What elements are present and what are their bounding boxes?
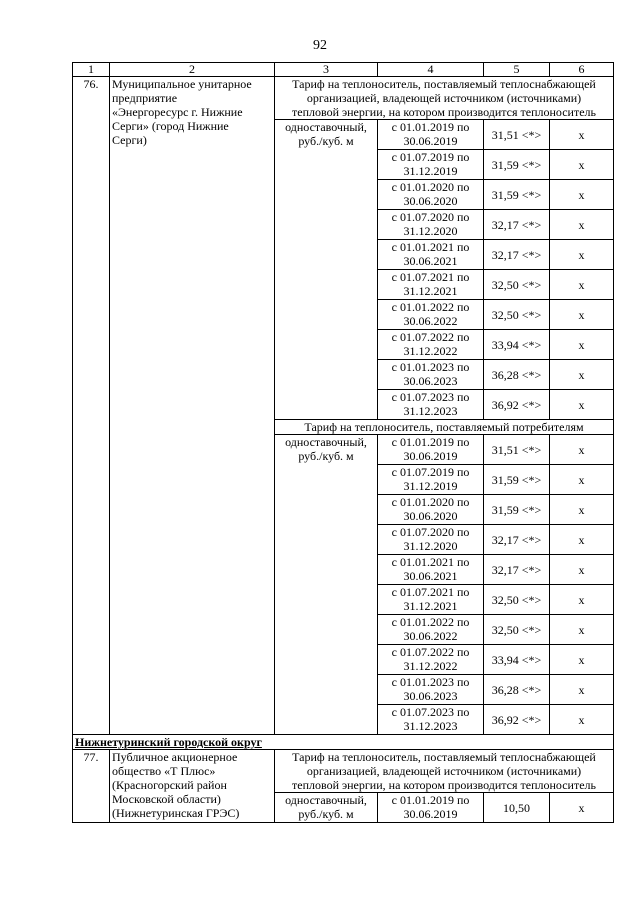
period-start: с 01.01.2022 по (391, 300, 470, 314)
period-cell (378, 555, 484, 585)
period-cell (378, 180, 484, 210)
column-header: 5 (484, 63, 550, 77)
tariff-value: 32,17 <*> (484, 555, 550, 585)
column-6-mark: х (550, 180, 614, 210)
table-row (73, 750, 614, 793)
unit-line: руб./куб. м (298, 449, 354, 463)
period-cell (378, 705, 484, 735)
period-cell (378, 300, 484, 330)
period-end: 31.12.2021 (403, 284, 458, 298)
column-header: 2 (110, 63, 275, 77)
period-start: с 01.07.2023 по (391, 390, 470, 404)
period-cell (378, 585, 484, 615)
unit-line: одноставочный, (285, 435, 367, 449)
tariff-table (72, 62, 614, 823)
column-6-mark: х (550, 270, 614, 300)
column-6-mark: х (550, 645, 614, 675)
period-cell (378, 435, 484, 465)
tariff-value: 32,50 <*> (484, 300, 550, 330)
column-6-mark: х (550, 465, 614, 495)
tariff-value: 31,51 <*> (484, 435, 550, 465)
period-start: с 01.01.2020 по (391, 495, 470, 509)
organization-name-line: Серги» (город Нижние (112, 119, 229, 133)
period-cell (378, 465, 484, 495)
period-end: 31.12.2020 (403, 224, 458, 238)
tariff-value: 10,50 (484, 793, 550, 823)
column-6-mark: х (550, 300, 614, 330)
tariff-type-line: организацией, владеющей источником (источниками) (306, 91, 582, 105)
tariff-value: 31,59 <*> (484, 150, 550, 180)
period-start: с 01.07.2020 по (391, 525, 470, 539)
period-end: 30.06.2020 (403, 509, 458, 523)
unit-line: одноставочный, (285, 793, 367, 807)
organization-name-line: (Нижнетуринская ГРЭС) (112, 806, 240, 820)
tariff-value: 32,17 <*> (484, 210, 550, 240)
period-start: с 01.01.2020 по (391, 180, 470, 194)
column-6-mark: х (550, 360, 614, 390)
column-6-mark: х (550, 435, 614, 465)
tariff-type-heading (275, 77, 614, 120)
tariff-value: 36,28 <*> (484, 675, 550, 705)
unit-line: одноставочный, (285, 120, 367, 134)
period-cell (378, 495, 484, 525)
period-cell (378, 360, 484, 390)
period-start: с 01.07.2022 по (391, 645, 470, 659)
organization-name (110, 77, 275, 735)
unit-cell (275, 120, 378, 420)
period-cell (378, 270, 484, 300)
period-cell (378, 525, 484, 555)
period-start: с 01.07.2021 по (391, 270, 470, 284)
period-end: 30.06.2022 (403, 314, 458, 328)
section-heading: Нижнетуринский городской округ (73, 735, 614, 750)
period-cell (378, 210, 484, 240)
period-start: с 01.01.2019 по (391, 435, 470, 449)
tariff-value: 32,17 <*> (484, 525, 550, 555)
period-end: 31.12.2019 (403, 479, 458, 493)
tariff-value: 32,50 <*> (484, 585, 550, 615)
period-end: 30.06.2019 (403, 134, 458, 148)
column-6-mark: х (550, 585, 614, 615)
tariff-type-line: организацией, владеющей источником (источниками) (306, 764, 582, 778)
tariff-type-heading (275, 750, 614, 793)
period-end: 30.06.2023 (403, 374, 458, 388)
organization-name-line: Публичное акционерное (112, 750, 238, 764)
column-6-mark: х (550, 525, 614, 555)
period-start: с 01.07.2019 по (391, 150, 470, 164)
period-start: с 01.07.2019 по (391, 465, 470, 479)
period-cell (378, 390, 484, 420)
period-cell (378, 330, 484, 360)
period-start: с 01.07.2022 по (391, 330, 470, 344)
column-6-mark: х (550, 390, 614, 420)
period-start: с 01.01.2022 по (391, 615, 470, 629)
period-cell (378, 150, 484, 180)
table-row (73, 77, 614, 120)
tariff-value: 32,50 <*> (484, 615, 550, 645)
period-end: 31.12.2020 (403, 539, 458, 553)
column-6-mark: х (550, 555, 614, 585)
period-start: с 01.07.2023 по (391, 705, 470, 719)
period-end: 30.06.2019 (403, 807, 458, 821)
period-end: 30.06.2019 (403, 449, 458, 463)
tariff-type-line: Тариф на теплоноситель, поставляемый теплоснабжающей (292, 750, 596, 764)
organization-name-line: Муниципальное унитарное (112, 77, 252, 91)
period-start: с 01.07.2021 по (391, 585, 470, 599)
unit-cell (275, 793, 378, 823)
column-6-mark: х (550, 150, 614, 180)
period-cell (378, 645, 484, 675)
period-end: 30.06.2022 (403, 629, 458, 643)
period-cell (378, 793, 484, 823)
period-end: 31.12.2023 (403, 404, 458, 418)
unit-line: руб./куб. м (298, 807, 354, 821)
period-cell (378, 675, 484, 705)
column-6-mark: х (550, 210, 614, 240)
organization-name-line: Московской области) (112, 792, 221, 806)
column-header: 1 (73, 63, 110, 77)
organization-name-line: (Красногорский район (112, 778, 227, 792)
period-end: 31.12.2022 (403, 344, 458, 358)
column-header-row (73, 63, 614, 77)
period-start: с 01.01.2019 по (391, 793, 470, 807)
tariff-value: 32,17 <*> (484, 240, 550, 270)
tariff-value: 36,92 <*> (484, 705, 550, 735)
column-header: 4 (378, 63, 484, 77)
tariff-value: 33,94 <*> (484, 330, 550, 360)
period-start: с 01.07.2020 по (391, 210, 470, 224)
column-header: 3 (275, 63, 378, 77)
page-number: 92 (313, 38, 327, 53)
period-end: 31.12.2021 (403, 599, 458, 613)
row-number: 76. (73, 77, 110, 735)
period-end: 30.06.2021 (403, 569, 458, 583)
period-cell (378, 120, 484, 150)
tariff-value: 31,51 <*> (484, 120, 550, 150)
column-6-mark: х (550, 330, 614, 360)
tariff-type-line: Тариф на теплоноситель, поставляемый теплоснабжающей (292, 77, 596, 91)
tariff-type-heading: Тариф на теплоноситель, поставляемый потребителям (275, 420, 614, 435)
unit-cell (275, 435, 378, 735)
tariff-value: 31,59 <*> (484, 465, 550, 495)
period-end: 30.06.2020 (403, 194, 458, 208)
period-start: с 01.01.2023 по (391, 675, 470, 689)
period-end: 30.06.2023 (403, 689, 458, 703)
period-end: 31.12.2022 (403, 659, 458, 673)
period-end: 30.06.2021 (403, 254, 458, 268)
tariff-value: 31,59 <*> (484, 495, 550, 525)
period-end: 31.12.2019 (403, 164, 458, 178)
period-end: 31.12.2023 (403, 719, 458, 733)
organization-name-line: общество «Т Плюс» (112, 764, 216, 778)
period-cell (378, 240, 484, 270)
column-6-mark: х (550, 675, 614, 705)
tariff-value: 36,92 <*> (484, 390, 550, 420)
tariff-value: 33,94 <*> (484, 645, 550, 675)
period-start: с 01.01.2019 по (391, 120, 470, 134)
tariff-type-line: тепловой энергии, на котором производится теплоноситель (292, 105, 596, 119)
column-6-mark: х (550, 495, 614, 525)
tariff-value: 36,28 <*> (484, 360, 550, 390)
column-6-mark: х (550, 705, 614, 735)
row-number: 77. (73, 750, 110, 823)
organization-name-line: Серги) (112, 133, 147, 147)
organization-name (110, 750, 275, 823)
column-6-mark: х (550, 120, 614, 150)
period-cell (378, 615, 484, 645)
column-6-mark: х (550, 793, 614, 823)
tariff-value: 32,50 <*> (484, 270, 550, 300)
section-row (73, 735, 614, 750)
tariff-type-line: тепловой энергии, на котором производится теплоноситель (292, 778, 596, 792)
column-6-mark: х (550, 615, 614, 645)
organization-name-line: предприятие (112, 91, 178, 105)
organization-name-line: «Энергоресурс г. Нижние (112, 105, 243, 119)
period-start: с 01.01.2021 по (391, 555, 470, 569)
period-start: с 01.01.2023 по (391, 360, 470, 374)
period-start: с 01.01.2021 по (391, 240, 470, 254)
tariff-value: 31,59 <*> (484, 180, 550, 210)
column-header: 6 (550, 63, 614, 77)
unit-line: руб./куб. м (298, 134, 354, 148)
column-6-mark: х (550, 240, 614, 270)
